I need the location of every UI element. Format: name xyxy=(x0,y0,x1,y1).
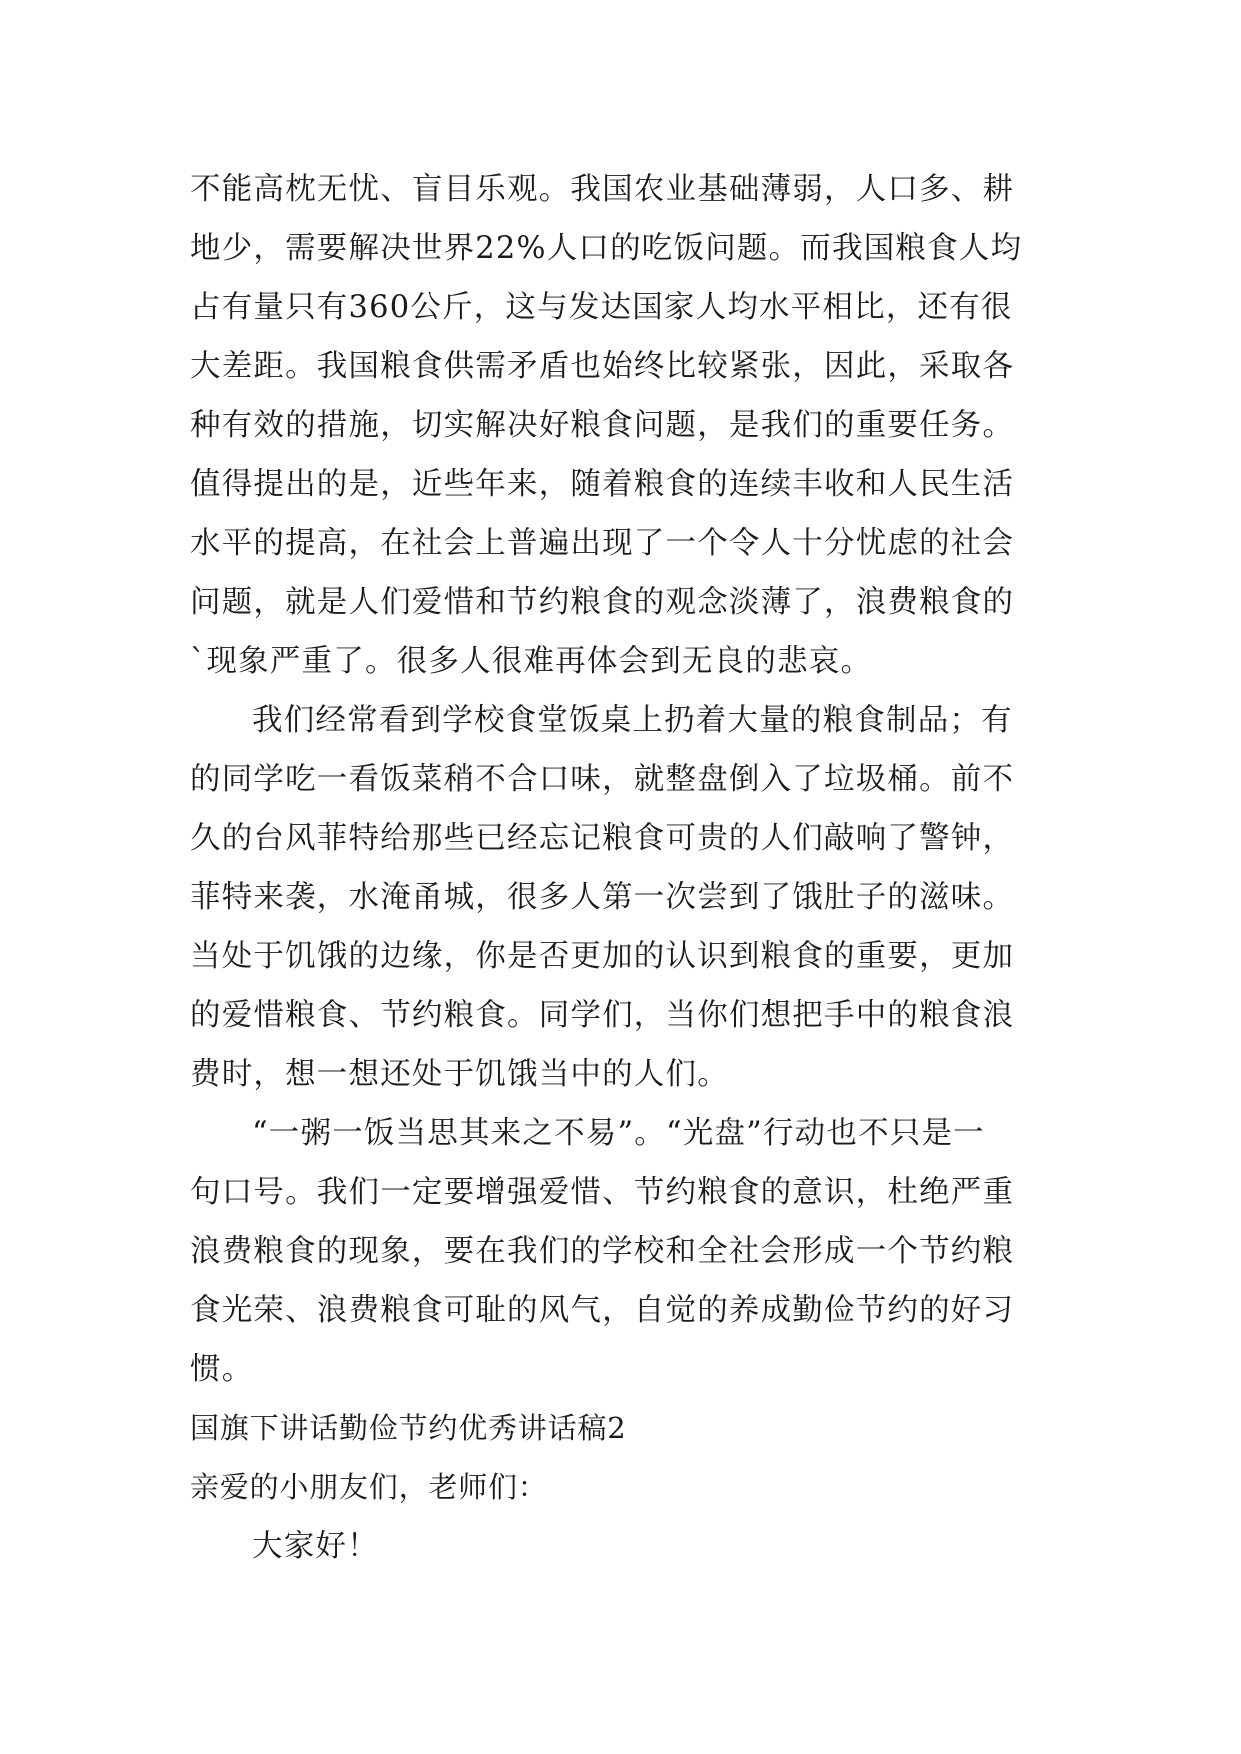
paragraph-line: 当处于饥饿的边缘，你是否更加的认识到粮食的重要，更加 xyxy=(190,939,1015,974)
greeting: 大家好！ xyxy=(252,1529,379,1564)
paragraph-line: 费时，想一想还处于饥饿当中的人们。 xyxy=(190,1057,729,1092)
paragraph-line: 种有效的措施，切实解决好粮食问题，是我们的重要任务。 xyxy=(190,408,1015,443)
paragraph-line: 的爱惜粮食、节约粮食。同学们，当你们想把手中的粮食浪 xyxy=(190,998,1015,1033)
paragraph-line: `现象严重了。很多人很难再体会到无良的悲哀。 xyxy=(190,644,873,679)
paragraph-line: 大差距。我国粮食供需矛盾也始终比较紧张，因此，采取各 xyxy=(190,349,1015,384)
paragraph-line: 的同学吃一看饭菜稍不合口味，就整盘倒入了垃圾桶。前不 xyxy=(190,762,1015,797)
paragraph-line: 地少，需要解决世界22%人口的吃饭问题。而我国粮食人均 xyxy=(190,231,1023,266)
paragraph-line: 值得提出的是，近些年来，随着粮食的连续丰收和人民生活 xyxy=(190,467,1015,502)
paragraph-line: 水平的提高，在社会上普遍出现了一个令人十分忧虑的社会 xyxy=(190,526,1015,561)
section-title: 国旗下讲话勤俭节约优秀讲话稿2 xyxy=(190,1411,627,1445)
salutation: 亲爱的小朋友们，老师们： xyxy=(190,1470,548,1504)
paragraph-line: “一粥一饭当思其来之不易”。“光盘”行动也不只是一 xyxy=(252,1116,985,1151)
paragraph-1 xyxy=(190,160,1060,691)
paragraph-line: 句口号。我们一定要增强爱惜、节约粮食的意识，杜绝严重 xyxy=(190,1175,1015,1210)
paragraph-2 xyxy=(190,691,1060,1104)
paragraph-line: 惯。 xyxy=(190,1352,254,1387)
paragraph-line: 菲特来袭，水淹甬城，很多人第一次尝到了饿肚子的滋味。 xyxy=(190,880,1015,915)
paragraph-3 xyxy=(190,1104,1060,1399)
document-body xyxy=(190,160,1060,1576)
paragraph-line: 我们经常看到学校食堂饭桌上扔着大量的粮食制品；有 xyxy=(252,703,1013,738)
paragraph-line: 占有量只有360公斤，这与发达国家人均水平相比，还有很 xyxy=(190,290,1013,325)
paragraph-line: 久的台风菲特给那些已经忘记粮食可贵的人们敲响了警钟， xyxy=(190,821,1015,856)
paragraph-line: 不能高枕无忧、盲目乐观。我国农业基础薄弱，人口多、耕 xyxy=(190,172,1015,207)
paragraph-line: 浪费粮食的现象，要在我们的学校和全社会形成一个节约粮 xyxy=(190,1234,1015,1269)
paragraph-line: 问题，就是人们爱惜和节约粮食的观念淡薄了，浪费粮食的 xyxy=(190,585,1015,620)
paragraph-line: 食光荣、浪费粮食可耻的风气，自觉的养成勤俭节约的好习 xyxy=(190,1293,1015,1328)
